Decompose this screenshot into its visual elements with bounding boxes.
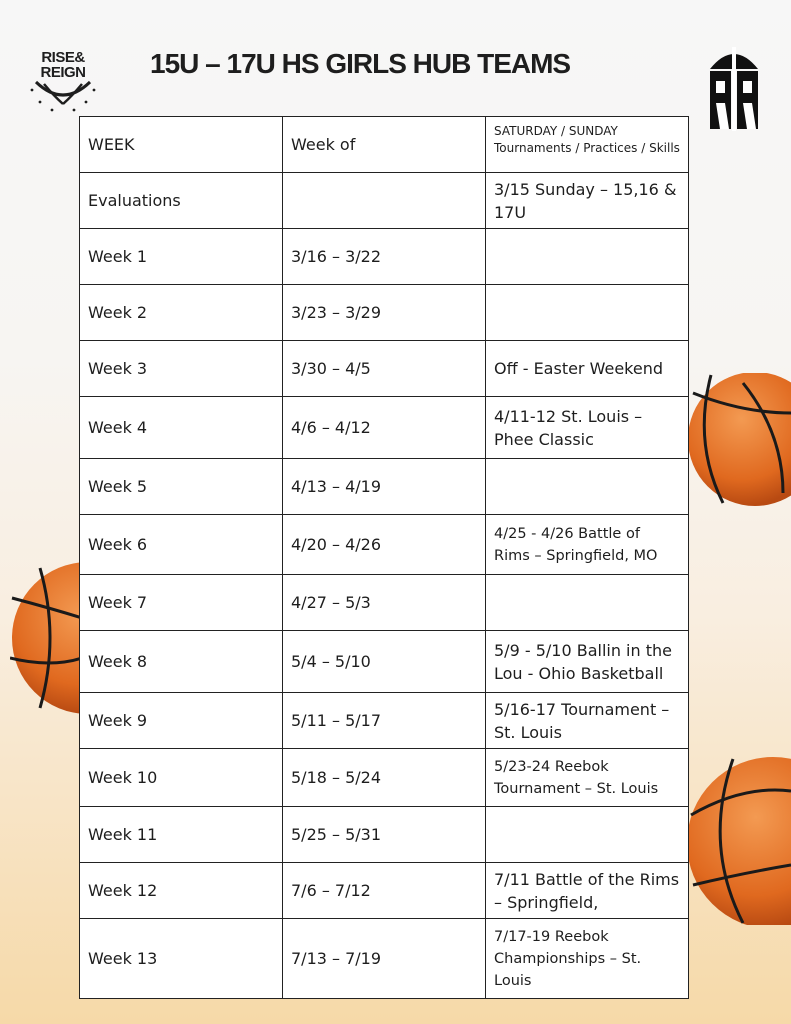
table-row — [80, 919, 689, 999]
dates-cell — [283, 173, 486, 229]
table-row — [80, 515, 689, 575]
dates-cell: 5/11 – 5/17 — [283, 693, 486, 749]
table-row — [80, 229, 689, 285]
dates-cell: 5/4 – 5/10 — [283, 631, 486, 693]
week-cell: Week 13 — [80, 919, 283, 999]
table-row — [80, 749, 689, 807]
rr-logo — [706, 45, 762, 131]
week-cell: Week 11 — [80, 807, 283, 863]
dates-cell: 4/27 – 5/3 — [283, 575, 486, 631]
dates-cell: 4/13 – 4/19 — [283, 459, 486, 515]
event-cell: 4/25 - 4/26 Battle of Rims – Springfield, MO — [486, 515, 689, 575]
week-cell: Week 4 — [80, 397, 283, 459]
table-row — [80, 631, 689, 693]
rise-and-reign-logo — [22, 44, 104, 114]
basketball-icon — [10, 558, 82, 718]
event-cell: 5/23-24 Reebok Tournament – St. Louis — [486, 749, 689, 807]
event-cell: 4/11-12 St. Louis – Phee Classic — [486, 397, 689, 459]
week-cell: Week 7 — [80, 575, 283, 631]
week-cell: Week 6 — [80, 515, 283, 575]
header-week: WEEK — [80, 117, 283, 173]
week-cell: Week 5 — [80, 459, 283, 515]
dates-cell: 3/23 – 3/29 — [283, 285, 486, 341]
event-cell: 7/17-19 Reebok Championships – St. Louis — [486, 919, 689, 999]
header-week-of: Week of — [283, 117, 486, 173]
svg-text:REIGN: REIGN — [40, 64, 86, 81]
schedule-table — [79, 116, 689, 999]
table-header-row — [80, 117, 689, 173]
event-cell: Off - Easter Weekend — [486, 341, 689, 397]
table-row — [80, 863, 689, 919]
dates-cell: 4/6 – 4/12 — [283, 397, 486, 459]
table-row — [80, 397, 689, 459]
basketball-icon — [683, 373, 791, 508]
table-row — [80, 575, 689, 631]
event-cell: 7/11 Battle of the Rims – Springfield, — [486, 863, 689, 919]
week-cell: Week 1 — [80, 229, 283, 285]
event-cell — [486, 229, 689, 285]
event-cell — [486, 575, 689, 631]
dates-cell: 7/6 – 7/12 — [283, 863, 486, 919]
dates-cell: 3/16 – 3/22 — [283, 229, 486, 285]
page-title: 15U – 17U HS GIRLS HUB TEAMS — [150, 48, 571, 79]
week-cell: Week 8 — [80, 631, 283, 693]
dates-cell: 5/18 – 5/24 — [283, 749, 486, 807]
basketball-icon — [683, 755, 791, 925]
dates-cell: 5/25 – 5/31 — [283, 807, 486, 863]
dates-cell: 3/30 – 4/5 — [283, 341, 486, 397]
table-row — [80, 693, 689, 749]
svg-text:RISE&: RISE& — [41, 49, 85, 66]
week-cell: Week 10 — [80, 749, 283, 807]
week-cell: Week 2 — [80, 285, 283, 341]
header-events: SATURDAY / SUNDAY Tournaments / Practices / Skills — [486, 117, 689, 173]
week-cell: Week 12 — [80, 863, 283, 919]
event-cell: 3/15 Sunday – 15,16 & 17U — [486, 173, 689, 229]
dates-cell: 4/20 – 4/26 — [283, 515, 486, 575]
week-cell: Week 3 — [80, 341, 283, 397]
dates-cell: 7/13 – 7/19 — [283, 919, 486, 999]
week-cell: Evaluations — [80, 173, 283, 229]
event-cell — [486, 285, 689, 341]
table-row — [80, 459, 689, 515]
event-cell: 5/16-17 Tournament – St. Louis — [486, 693, 689, 749]
event-cell: 5/9 - 5/10 Ballin in the Lou - Ohio Basketball — [486, 631, 689, 693]
table-row — [80, 807, 689, 863]
week-cell: Week 9 — [80, 693, 283, 749]
event-cell — [486, 807, 689, 863]
table-row — [80, 285, 689, 341]
event-cell — [486, 459, 689, 515]
table-row — [80, 341, 689, 397]
table-row — [80, 173, 689, 229]
